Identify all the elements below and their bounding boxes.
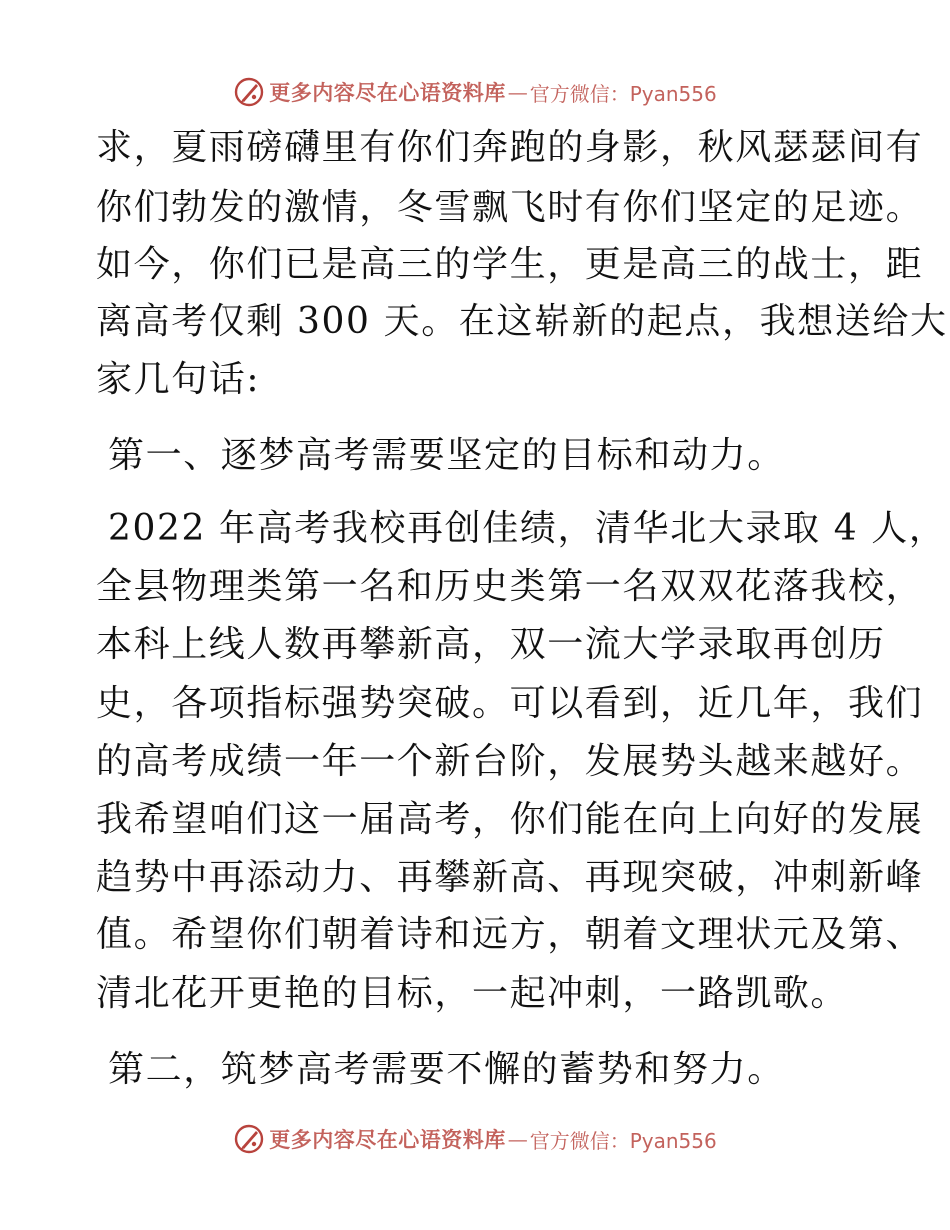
footer-watermark-banner	[0, 1119, 950, 1159]
text-line: 史，各项指标强势突破。可以看到，近几年，我们	[96, 683, 924, 724]
text-line: 我希望咱们这一届高考，你们能在向上向好的发展	[96, 799, 924, 840]
section-heading: 第二，筑梦高考需要不懈的蓄势和努力。	[108, 1049, 785, 1090]
banner-title: 更多内容尽在心语资料库	[269, 1127, 506, 1152]
text-line: 趋势中再添动力、再攀新高、再现突破，冲刺新峰	[96, 857, 924, 898]
text-line: 家几句话:	[96, 359, 261, 400]
text-line: 离高考仅剩 300 天。在这崭新的起点，我想送给大	[96, 301, 948, 342]
text-line: 2022 年高考我校再创佳绩，清华北大录取 4 人，	[108, 508, 947, 549]
red-quill-logo-icon	[233, 76, 265, 108]
text-line: 你们勃发的激情，冬雪飘飞时有你们坚定的足迹。	[96, 187, 924, 228]
header-watermark-banner	[0, 72, 950, 112]
banner-dash: —	[507, 80, 528, 104]
text-line: 如今，你们已是高三的学生，更是高三的战士，距	[96, 244, 924, 285]
text-line: 值。希望你们朝着诗和远方，朝着文理状元及第、	[96, 914, 924, 955]
text-line: 求，夏雨磅礴里有你们奔跑的身影，秋风瑟瑟间有	[96, 127, 924, 168]
text-line: 的高考成绩一年一个新台阶，发展势头越来越好。	[96, 741, 924, 782]
section-heading: 第一、逐梦高考需要坚定的目标和动力。	[108, 435, 785, 476]
text-line: 全县物理类第一名和历史类第一名双双花落我校，	[96, 566, 924, 607]
text-line: 本科上线人数再攀新高，双一流大学录取再创历	[96, 624, 886, 665]
text-line: 清北花开更艳的目标，一起冲刺，一路凯歌。	[96, 973, 849, 1014]
banner-dash: —	[507, 1127, 528, 1151]
banner-wechat: 官方微信：Pyan556	[529, 81, 717, 106]
banner-title: 更多内容尽在心语资料库	[269, 80, 506, 105]
red-quill-logo-icon	[233, 1123, 265, 1155]
banner-wechat: 官方微信：Pyan556	[529, 1128, 717, 1153]
